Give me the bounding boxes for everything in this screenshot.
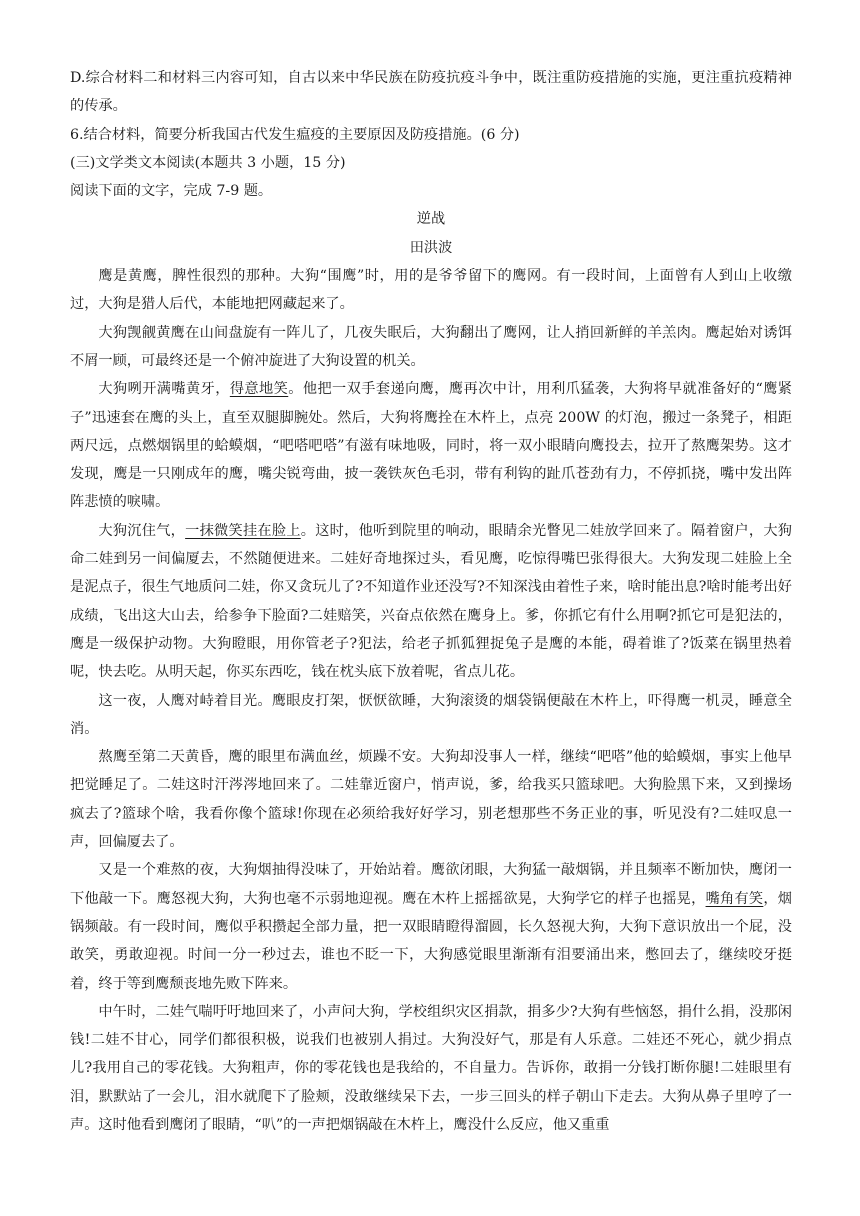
paragraph-7-rest: ，烟锅频敲。有一段时间，鹰似乎积攒起全部力量，把一双眼睛瞪得溜圆，长久怒视大狗，大狗下意识放出一个屁，没敢笑，勇敢迎视。时间一分一秒过去，谁也不眨一下，大狗感觉眼里渐渐有泪要涌出来，憋回去了，继续咬牙挺着，终于等到鹰颓丧地先败下阵来。 [70, 890, 792, 992]
story-author: 田洪波 [409, 239, 453, 256]
paragraph-7 [70, 856, 792, 997]
paragraph-2: 大狗觊觎黄鹰在山间盘旋有一阵儿了，几夜失眠后，大狗翻出了鹰网，让人捎回新鲜的羊羔肉。鹰起始对诱饵不屑一顾，可最终还是一个俯冲旋进了大狗设置的机关。 [70, 324, 792, 369]
paragraph-7-start: 又是一个难熬的夜，大狗烟抽得没味了，开始站着。鹰欲闭眼，大狗猛一敲烟锅，并且频率不断加快，鹰闭一下他敲一下。鹰怒视大狗，大狗也毫不示弱地迎视。鹰在木杵上摇摇欲晃，大狗学它的样子也摇晃， [70, 862, 792, 907]
paragraph-3-start: 大狗咧开满嘴黄牙， [98, 381, 230, 398]
underlined-phrase-2: 一抹微笑挂在脸上 [185, 522, 301, 539]
paragraph-8: 中午时，二娃气喘吁吁地回来了，小声问大狗，学校组织灾区捐款，捐多少?大狗有些恼怒，捐什么捐，没那闲钱!二娃不甘心，同学们都很积极，说我们也被别人捐过。大狗没好气，那是有人乐意。二娃还不死心，就少捐点儿?我用自己的零花钱。大狗粗声，你的零花钱也是我给的，不自量力。告诉你，敢捐一分钱打断你腿!二娃眼里有泪，默默站了一会儿，泪水就爬下了脸颊，没敢继续呆下去，一步三回头的样子朝山下走去。大狗从鼻子里哼了一声。这时他看到鹰闭了眼睛，“叭”的一声把烟锅敲在木杵上，鹰没什么反应，他又重重 [70, 1003, 792, 1133]
paragraph-4-start: 大狗沉住气， [98, 522, 186, 539]
section-heading: (三)文学类文本阅读(本题共 3 小题，15 分) [70, 154, 346, 171]
paragraph-3-rest: 。他把一双手套递向鹰，鹰再次中计，用利爪猛袭，大狗将早就准备好的“鹰紧子”迅速套在鹰的头上，直至双腿脚腕处。然后，大狗将鹰拴在木杵上，点亮 200W 的灯泡，搬过一条凳子，相距两尺远，点燃烟锅里的蛤蟆烟，“吧嗒吧嗒”有滋有味地吸，同时，将一双小眼睛向鹰投去，拉开了熬鹰架势。这才发现，鹰是一只刚成年的鹰，嘴尖锐弯曲，披一袭铁灰色毛羽，带有利钩的趾爪苍劲有力，不停抓挠，嘴中发出阵阵悲愤的唳啸。 [70, 381, 792, 511]
paragraph-4 [70, 517, 792, 687]
paragraph-1: 鹰是黄鹰，脾性很烈的那种。大狗“围鹰”时，用的是爷爷留下的鹰网。有一段时间，上面曾有人到山上收缴过，大狗是猎人后代，本能地把网藏起来了。 [70, 268, 792, 313]
underlined-phrase-3: 嘴角有笑 [705, 890, 764, 907]
question-6: 6.结合材料，简要分析我国古代发生瘟疫的主要原因及防疫措施。(6 分) [70, 126, 520, 143]
option-d: D.综合材料二和材料三内容可知，自古以来中华民族在防疫抗疫斗争中，既注重防疫措施的实施，更注重抗疫精神的传承。 [70, 70, 792, 115]
underlined-phrase-1: 得意地笑 [229, 381, 289, 398]
paragraph-6: 熬鹰至第二天黄昏，鹰的眼里布满血丝，烦躁不安。大狗却没事人一样，继续“吧嗒”他的蛤蟆烟，事实上他早把觉睡足了。二娃这时汗涔涔地回来了。二娃靠近窗户，悄声说，爹，给我买只篮球吧。大狗脸黑下来，又到操场疯去了?篮球个啥，我看你像个篮球!你现在必须给我好好学习，别老想那些不务正业的事，听见没有?二娃叹息一声，回偏厦去了。 [70, 749, 792, 851]
paragraph-3 [70, 375, 792, 516]
story-title: 逆战 [416, 211, 446, 228]
reading-instruction: 阅读下面的文字，完成 7-9 题。 [70, 183, 273, 200]
paragraph-5: 这一夜，人鹰对峙着目光。鹰眼皮打架，恹恹欲睡，大狗滚烫的烟袋锅便敲在木杵上，吓得鹰一机灵，睡意全消。 [70, 692, 792, 737]
paragraph-4-rest: 。这时，他听到院里的响动，眼睛余光瞥见二娃放学回来了。隔着窗户，大狗命二娃到另一间偏厦去，不然随便进来。二娃好奇地探过头，看见鹰，吃惊得嘴巴张得很大。大狗发现二娃脸上全是泥点子，很生气地质问二娃，你又贪玩儿了?不知道作业还没写?不知深浅由着性子来，啥时能出息?啥时能考出好成绩，飞出这大山去，给参争下脸面?二娃赔笑，兴奋点依然在鹰身上。爹，你抓它有什么用啊?抓它可是犯法的，鹰是一级保护动物。大狗瞪眼，用你管老子?犯法，给老子抓狐狸捉兔子是鹰的本能，碍着谁了?饭菜在锅里热着呢，快去吃。从明天起，你买东西吃，钱在枕头底下放着呢，省点儿花。 [70, 522, 792, 681]
